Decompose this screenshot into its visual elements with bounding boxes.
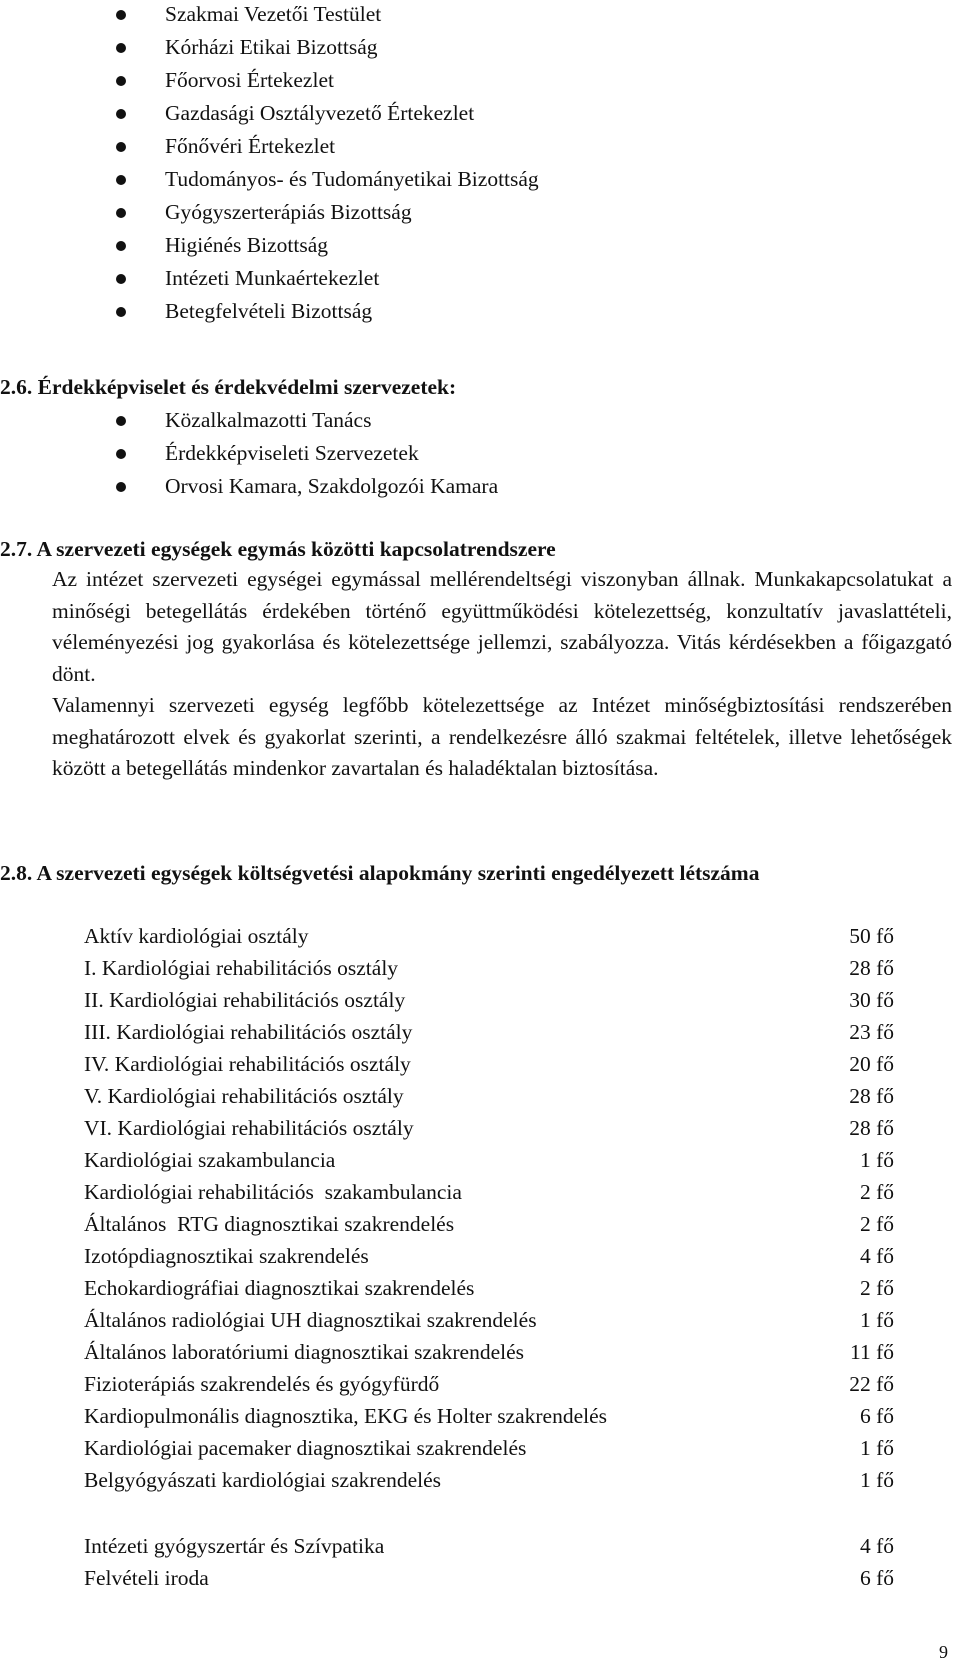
headcount: 1 fő [859, 1308, 894, 1332]
headcount: 4 fő [859, 1244, 894, 1268]
unit-name: Fizioterápiás szakrendelés és gyógyfürdő [84, 1372, 440, 1396]
headcount: 11 fő [850, 1340, 894, 1364]
bullet-icon [116, 482, 126, 492]
list-item-label: Gyógyszerterápiás Bizottság [165, 200, 412, 224]
headcount: 6 fő [859, 1404, 894, 1428]
list-item [0, 163, 960, 196]
headcount: 1 fő [859, 1436, 894, 1460]
staff-table-extra [0, 1530, 960, 1594]
bullet-icon [116, 307, 126, 317]
table-row [0, 1048, 960, 1080]
bullet-icon [116, 43, 126, 53]
list-item-label: Szakmai Vezetői Testület [165, 2, 382, 26]
unit-name: II. Kardiológiai rehabilitációs osztály [84, 988, 406, 1012]
list-item [0, 295, 960, 328]
bullet-icon [116, 10, 126, 20]
table-row [0, 1464, 960, 1496]
unit-name: Belgyógyászati kardiológiai szakrendelés [84, 1468, 442, 1492]
headcount: 30 fő [849, 988, 894, 1012]
list-item [0, 470, 960, 503]
bullet-icon [116, 109, 126, 119]
headcount: 22 fő [849, 1372, 894, 1396]
headcount: 50 fő [849, 924, 894, 948]
unit-name: Intézeti gyógyszertár és Szívpatika [84, 1534, 385, 1558]
table-row [0, 1432, 960, 1464]
unit-name: Kardiológiai rehabilitációs szakambulancia [84, 1180, 462, 1204]
list-item [0, 130, 960, 163]
bullet-icon [116, 76, 126, 86]
headcount: 4 fő [859, 1534, 894, 1558]
list-item-label: Betegfelvételi Bizottság [165, 299, 373, 323]
page-number: 9 [939, 1642, 948, 1662]
list-item [0, 64, 960, 97]
table-row [0, 1080, 960, 1112]
list-item [0, 437, 960, 470]
headcount: 28 fő [849, 1084, 894, 1108]
unit-name: Aktív kardiológiai osztály [84, 924, 309, 948]
section-heading-2-7: 2.7. A szervezeti egységek egymás közötti kapcsolatrendszere [0, 537, 556, 561]
bullet-icon [116, 274, 126, 284]
unit-name: V. Kardiológiai rehabilitációs osztály [84, 1084, 404, 1108]
paragraph: Az intézet szervezeti egységei egymással mellérendeltségi viszonyban állnak. Munkakapcsolatukat a minőségi betegellátás érdekében történő együttműködési kötelezettség, konzultatív javaslattételi, véleményezési jog gyakorlása és kötelezettsége jellemzi, szabályozza. Vitás kérdésekben a főigazgató dönt. [52, 567, 952, 686]
unit-name: I. Kardiológiai rehabilitációs osztály [84, 956, 399, 980]
table-row [0, 1016, 960, 1048]
table-row [0, 1530, 960, 1562]
list-item [0, 0, 960, 31]
unit-name: Általános RTG diagnosztikai szakrendelés [84, 1212, 455, 1236]
unit-name: Izotópdiagnosztikai szakrendelés [84, 1244, 369, 1268]
list-item-label: Érdekképviseleti Szervezetek [165, 441, 419, 465]
bullet-icon [116, 142, 126, 152]
table-row [0, 1304, 960, 1336]
staff-table [0, 920, 960, 1496]
list-item-label: Főnővéri Értekezlet [165, 134, 336, 158]
table-row [0, 1208, 960, 1240]
unit-name: IV. Kardiológiai rehabilitációs osztály [84, 1052, 411, 1076]
headcount: 2 fő [859, 1212, 894, 1236]
bullet-icon [116, 208, 126, 218]
table-row [0, 1176, 960, 1208]
unit-name: Kardiológiai szakambulancia [84, 1148, 336, 1172]
list-item [0, 262, 960, 295]
headcount: 20 fő [849, 1052, 894, 1076]
headcount: 6 fő [859, 1566, 894, 1590]
table-row [0, 1240, 960, 1272]
bullet-icon [116, 241, 126, 251]
table-row [0, 920, 960, 952]
table-row [0, 1562, 960, 1594]
representation-list [0, 404, 960, 503]
list-item [0, 404, 960, 437]
paragraph: Valamennyi szervezeti egység legfőbb kötelezettsége az Intézet minőségbiztosítási rendszerében meghatározott elvek és gyakorlat szerinti, a rendelkezésre álló szakmai feltételek, illetve lehetőségek között a betegellátás mindenkor zavartalan és haladéktalan biztosítása. [52, 693, 952, 780]
section-heading-2-8: 2.8. A szervezeti egységek költségvetési alapokmány szerinti engedélyezett létszáma [0, 861, 760, 885]
bullet-icon [116, 416, 126, 426]
bullet-icon [116, 175, 126, 185]
list-item [0, 229, 960, 262]
unit-name: Kardiopulmonális diagnosztika, EKG és Holter szakrendelés [84, 1404, 608, 1428]
section-heading-2-6: 2.6. Érdekképviselet és érdekvédelmi szervezetek: [0, 375, 457, 399]
table-row [0, 1144, 960, 1176]
list-item-label: Kórházi Etikai Bizottság [165, 35, 378, 59]
unit-name: Kardiológiai pacemaker diagnosztikai szakrendelés [84, 1436, 527, 1460]
list-item-label: Tudományos- és Tudományetikai Bizottság [165, 167, 539, 191]
unit-name: III. Kardiológiai rehabilitációs osztály [84, 1020, 413, 1044]
table-row [0, 1368, 960, 1400]
list-item [0, 196, 960, 229]
committee-list [0, 0, 960, 328]
table-row [0, 1336, 960, 1368]
list-item-label: Orvosi Kamara, Szakdolgozói Kamara [165, 474, 499, 498]
headcount: 1 fő [859, 1468, 894, 1492]
list-item-label: Intézeti Munkaértekezlet [165, 266, 380, 290]
headcount: 28 fő [849, 956, 894, 980]
list-item-label: Közalkalmazotti Tanács [165, 408, 372, 432]
unit-name: VI. Kardiológiai rehabilitációs osztály [84, 1116, 414, 1140]
list-item-label: Gazdasági Osztályvezető Értekezlet [165, 101, 475, 125]
table-row [0, 1400, 960, 1432]
unit-name: Általános radiológiai UH diagnosztikai szakrendelés [84, 1308, 537, 1332]
list-item-label: Higiénés Bizottság [165, 233, 329, 257]
headcount: 28 fő [849, 1116, 894, 1140]
bullet-icon [116, 449, 126, 459]
list-item [0, 31, 960, 64]
headcount: 23 fő [849, 1020, 894, 1044]
unit-name: Általános laboratóriumi diagnosztikai szakrendelés [84, 1340, 525, 1364]
list-item-label: Főorvosi Értekezlet [165, 68, 334, 92]
unit-name: Echokardiográfiai diagnosztikai szakrendelés [84, 1276, 475, 1300]
table-row [0, 984, 960, 1016]
headcount: 2 fő [859, 1180, 894, 1204]
table-row [0, 1272, 960, 1304]
list-item [0, 97, 960, 130]
section-2-7-body [52, 564, 952, 785]
headcount: 1 fő [859, 1148, 894, 1172]
table-row [0, 952, 960, 984]
unit-name: Felvételi iroda [84, 1566, 209, 1590]
headcount: 2 fő [859, 1276, 894, 1300]
table-row [0, 1112, 960, 1144]
